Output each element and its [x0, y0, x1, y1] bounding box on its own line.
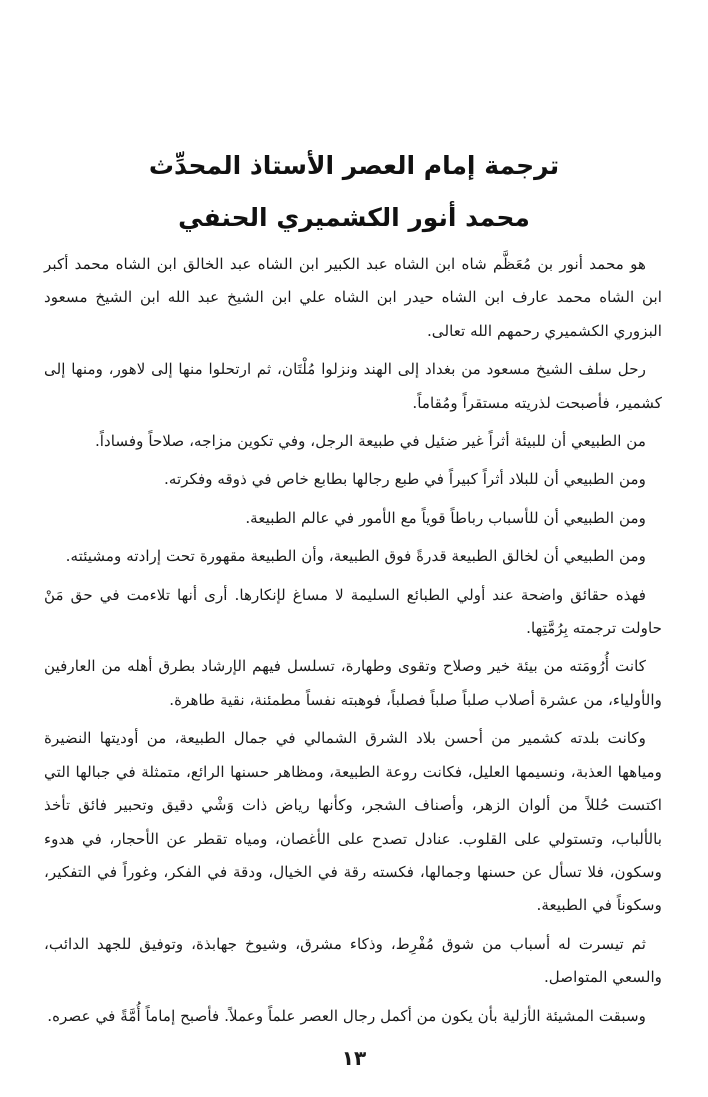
paragraph: هو محمد أنور بن مُعَظَّم شاه ابن الشاه عبد الكبير ابن الشاه عبد الخالق ابن الشاه محمد أكبر ابن الشاه محمد عارف ابن الشاه حيدر ابن الشاه علي ابن الشيخ عبد الله ابن الشيخ مسعود البزوري الكشميري رحمهم الله تعالى.: [44, 255, 662, 340]
paragraph: ومن الطبيعي أن للبلاد أثراً كبيراً في طبع رجالها بطابع خاص في ذوقه وفكرته.: [164, 470, 646, 489]
paragraph: فهذه حقائق واضحة عند أولي الطبائع السليمة لا مساغ لإنكارها. أرى أنها تلاءمت في حق مَنْ حاولت ترجمته بِرُمَّتِها.: [44, 585, 662, 638]
paragraph: وكانت بلدته كشمير من أحسن بلاد الشرق الشمالي في جمال الطبيعة، من أوديتها النضيرة ومياهها العذبة، ونسيمها العليل، فكانت روعة الطبيعة، ومظاهر حسنها الرائع، متمثلة في جبالها التي اكتست حُللاً من ألوان الزهر، وأصناف الشجر، وكأنها رياض ذات وَشْي دقيق وتحبير فائق تأخذ بالألباب، وتستولي على القلوب. عنادل تصدح على الأغصان، ومياه تقطر عن الأحجار، في هدوء وسكون، فلا تسأل عن حسنها وجمالها، فكسته رقة في الخيال، ودقة في الفكر، وغوراً في التفكير، وسكوناً في الطبيعة.: [44, 729, 662, 915]
paragraph: من الطبيعي أن للبيئة أثراً غير ضئيل في طبيعة الرجل، وفي تكوين مزاجه، صلاحاً وفساداً.: [94, 432, 646, 451]
paragraph: ومن الطبيعي أن للأسباب رباطاً قوياً مع الأمور في عالم الطبيعة.: [245, 508, 646, 527]
chapter-title-line-1: ترجمة إمام العصر الأستاذ المحدِّث: [148, 151, 560, 180]
paragraph: ثم تيسرت له أسباب من شوق مُفْرِط، وذكاء مشرق، وشيوخ جهابذة، وتوفيق للجهد الدائب، والسعي المتواصل.: [44, 934, 662, 987]
paragraph: كانت أُرُومَته من بيئة خير وصلاح وتقوى وطهارة، تسلسل فيهم الإرشاد بطرق أهله من العارفين والأولياء، من عشرة أصلاب صلباً صلباً فصلباً، فوهبته نفساً مطمئنة، نقية طاهرة.: [44, 657, 662, 709]
body-text: [44, 248, 662, 1038]
paragraph: وسبقت المشيئة الأزلية بأن يكون من أكمل رجال العصر علماً وعملاً. فأصبح إماماً أُمَّةً في عصره.: [47, 1006, 646, 1025]
page-number: ١٣: [341, 1046, 367, 1070]
paragraph: رحل سلف الشيخ مسعود من بغداد إلى الهند ونزلوا مُلْتَان، ثم ارتحلوا منها إلى لاهور، ومنها إلى كشمير، فأصبحت لذريته مستقراً ومُقاماً.: [44, 360, 662, 412]
chapter-title: [40, 140, 668, 244]
chapter-title-line-2: محمد أنور الكشميري الحنفي: [178, 203, 530, 232]
paragraph: ومن الطبيعي أن لخالق الطبيعة قدرةً فوق الطبيعة، وأن الطبيعة مقهورة تحت إرادته ومشيئته.: [65, 547, 646, 566]
